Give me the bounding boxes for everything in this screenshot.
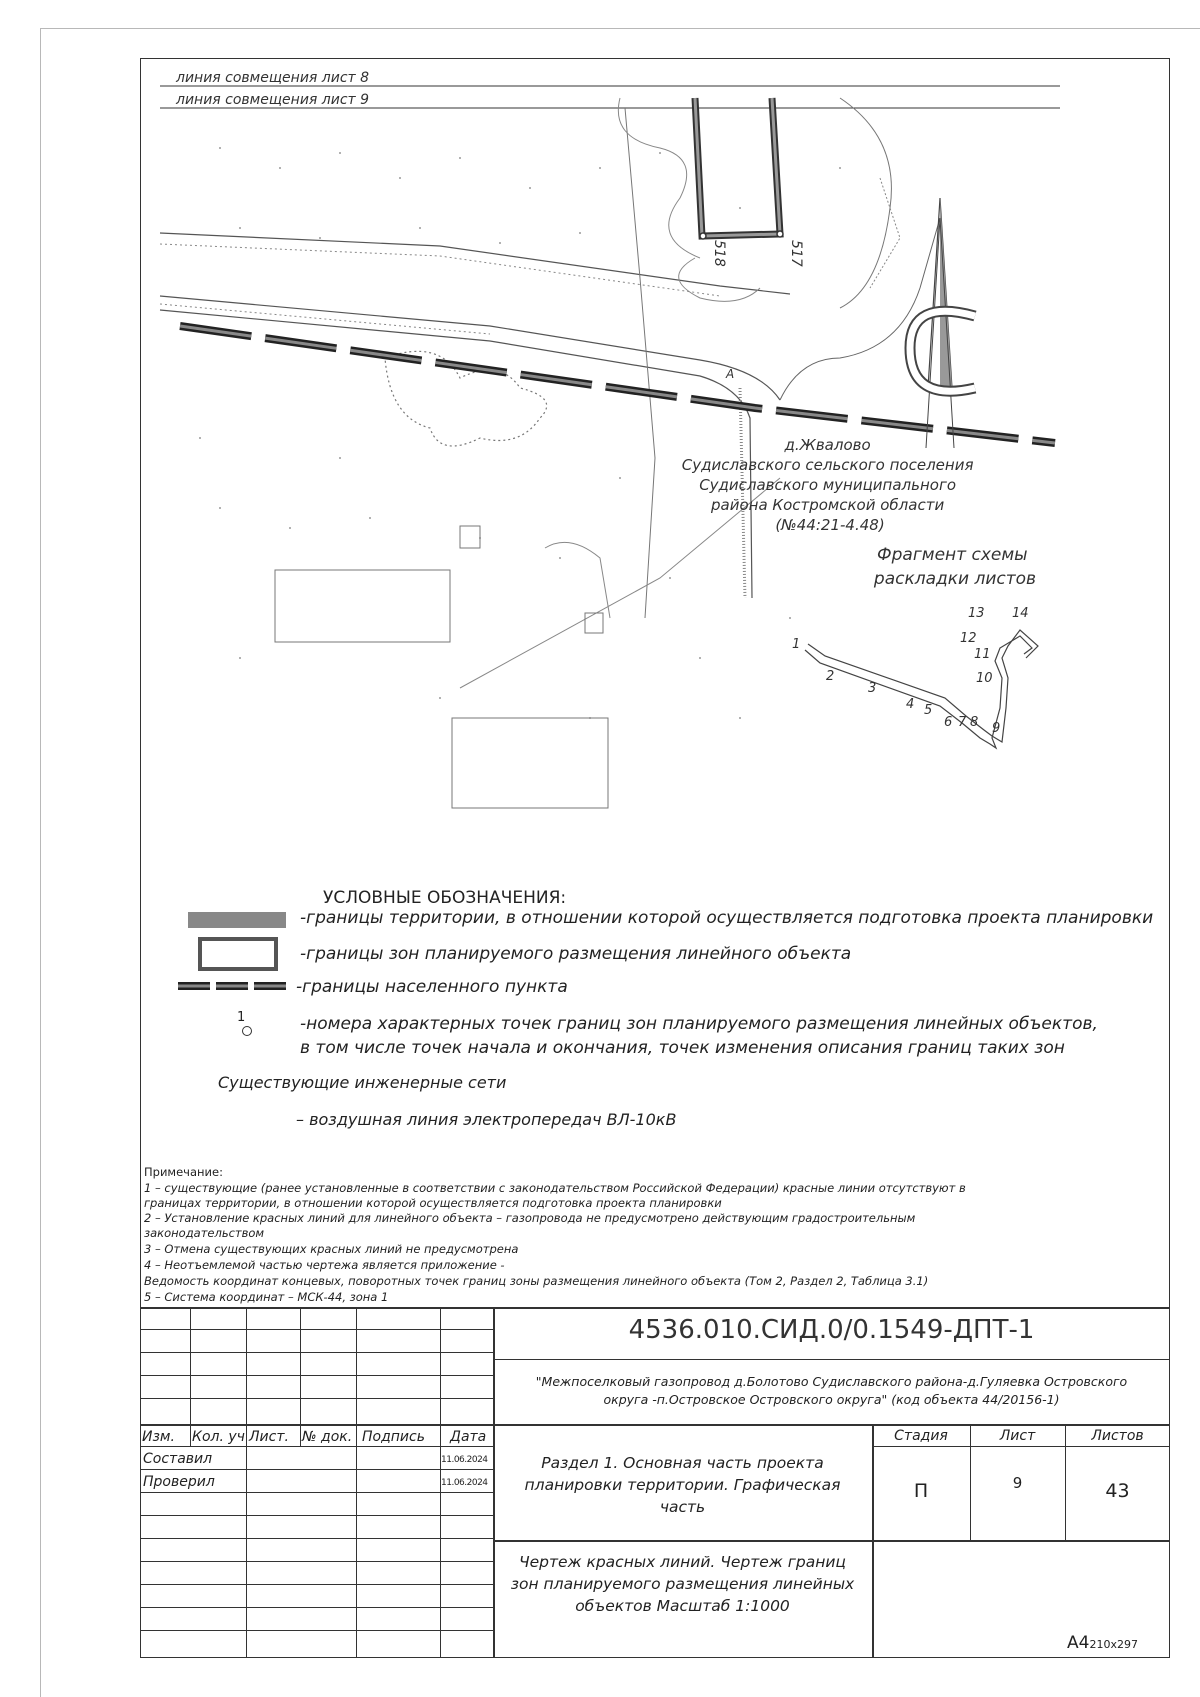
format-label bbox=[1067, 1633, 1138, 1653]
legend-item-points-2: в том числе точек начала и окончания, точек изменения описания границ таких зон bbox=[300, 1038, 1065, 1058]
stage-header: Стадия bbox=[894, 1428, 948, 1444]
note-line-4: законодательством bbox=[144, 1226, 265, 1240]
point-517 bbox=[777, 231, 783, 237]
tb-header-list: Лист. bbox=[249, 1429, 289, 1445]
format-size: 210x297 bbox=[1089, 1638, 1138, 1651]
building-small-2 bbox=[585, 613, 603, 633]
scheme-num-5: 5 bbox=[924, 703, 933, 718]
tb-grid-v2 bbox=[246, 1307, 247, 1658]
legend-swatch-settlement bbox=[176, 978, 294, 994]
object-name-line-2: округа -п.Островское Островского округа" (код объекта 44/20156-1) bbox=[603, 1392, 1060, 1407]
note-line-1: 1 – существующие (ранее установленные в соответствии с законодательством Российской Федерации) красные линии отсутствуют в bbox=[144, 1181, 966, 1195]
scheme-num-2: 2 bbox=[826, 669, 835, 684]
linear-object-zone-inner bbox=[695, 98, 780, 236]
notes-title: Примечание: bbox=[144, 1165, 223, 1179]
sheet-layout-scheme bbox=[805, 630, 1038, 748]
legend-item-power-line: – воздушная линия электропередач ВЛ-10кВ bbox=[296, 1110, 677, 1129]
note-line-2: границах территории, в отношении которой осуществляется подготовка проекта планировки bbox=[144, 1196, 722, 1210]
sheet-header: Лист bbox=[999, 1428, 1036, 1444]
legend-item-territory: -границы территории, в отношении которой осуществляется подготовка проекта планировки bbox=[300, 908, 1154, 928]
note-line-3: 2 – Установление красных линий для линейного объекта – газопровода не предусмотрено действующим градостроительным bbox=[144, 1211, 916, 1225]
tb-header-kol-uch: Кол. уч bbox=[192, 1429, 245, 1445]
legend-item-zone: -границы зон планируемого размещения линейного объекта bbox=[300, 944, 852, 964]
settlement-label-line-5: (№44:21-4.48) bbox=[775, 516, 885, 534]
map-drawing bbox=[140, 58, 1170, 908]
role-compiled: Составил bbox=[143, 1451, 213, 1467]
terrain-contour-north bbox=[840, 98, 891, 308]
settlement-label bbox=[682, 436, 979, 534]
tb-right-h2 bbox=[493, 1540, 1170, 1542]
scheme-num-1: 1 bbox=[792, 637, 801, 652]
letter-a: А bbox=[726, 367, 735, 381]
linear-object-zone-outer bbox=[695, 98, 780, 236]
legend-point-circle-icon bbox=[242, 1026, 252, 1036]
object-name-line-1: "Межпоселковый газопровод д.Болотово Судиславского района-д.Гуляевка Островского bbox=[535, 1374, 1128, 1389]
scheme-num-12: 12 bbox=[960, 631, 977, 646]
legend-title: УСЛОВНЫЕ ОБОЗНАЧЕНИЯ: bbox=[323, 888, 567, 908]
drawing-line-1: Чертеж красных линий. Чертеж границ bbox=[519, 1553, 846, 1571]
section-line-1: Раздел 1. Основная часть проекта bbox=[541, 1454, 824, 1472]
settlement-label-line-3: Судиславского муниципального bbox=[699, 476, 957, 494]
tb-header-date: Дата bbox=[450, 1429, 487, 1445]
scheme-title-line-2: раскладки листов bbox=[873, 569, 1037, 589]
road-main-edge-bottom bbox=[160, 310, 752, 598]
settlement-label-line-4: района Костромской области bbox=[711, 496, 945, 514]
settlement-label-line-2: Судиславского сельского поселения bbox=[681, 456, 974, 474]
tb-header-signature: Подпись bbox=[362, 1429, 425, 1445]
tb-right-h3 bbox=[872, 1446, 1170, 1447]
scan-edge-left bbox=[40, 28, 41, 1697]
road-upper-edge bbox=[160, 233, 790, 294]
legend-swatch-territory bbox=[188, 912, 286, 928]
tb-header-doc: № док. bbox=[302, 1429, 353, 1445]
scheme-num-8: 8 bbox=[970, 715, 979, 730]
drawing-line-2: зон планируемого размещения линейных bbox=[510, 1575, 855, 1593]
date-checked: 11.06.2024 bbox=[441, 1478, 488, 1488]
north-arrow-icon bbox=[910, 198, 975, 448]
point-518 bbox=[700, 233, 706, 239]
path-diagonal bbox=[625, 108, 655, 618]
note-line-6: 4 – Неотъемлемой частью чертежа является приложение - bbox=[144, 1258, 505, 1272]
section-line-3: часть bbox=[659, 1498, 706, 1516]
legend-item-settlement: -границы населенного пункта bbox=[296, 977, 568, 997]
tb-header-izm: Изм. bbox=[142, 1429, 175, 1445]
fence-line bbox=[545, 542, 610, 618]
legend-item-points-1: -номера характерных точек границ зон планируемого размещения линейных объектов, bbox=[300, 1014, 1098, 1034]
legend-swatch-zone bbox=[198, 937, 278, 971]
drawing-line-3: объектов Масштаб 1:1000 bbox=[575, 1597, 790, 1615]
road-upper-hatch bbox=[160, 244, 720, 296]
date-compiled: 11.06.2024 bbox=[441, 1455, 488, 1465]
point-517-label: 517 bbox=[788, 240, 804, 267]
tb-right-v1 bbox=[872, 1424, 874, 1658]
note-line-7: Ведомость координат концевых, поворотных точек границ зоны размещения линейного объекта (Том 2, Раздел 2, Таблица 3.1) bbox=[144, 1274, 929, 1288]
scan-edge-top bbox=[40, 28, 1200, 29]
role-checked: Проверил bbox=[143, 1474, 215, 1490]
scheme-title-line-1: Фрагмент схемы bbox=[877, 545, 1028, 565]
road-main-edge-top bbox=[160, 296, 780, 400]
scheme-numbers bbox=[792, 606, 1029, 736]
tb-grid-v4 bbox=[356, 1307, 357, 1658]
tb-grid-h5 bbox=[140, 1424, 1170, 1426]
scheme-num-3: 3 bbox=[868, 681, 877, 696]
scheme-num-6: 6 bbox=[944, 715, 953, 730]
sheets-header: Листов bbox=[1091, 1428, 1144, 1444]
section-line-2: планировки территории. Графическая bbox=[524, 1476, 841, 1494]
scheme-num-7: 7 bbox=[958, 715, 967, 730]
point-518-label: 518 bbox=[711, 240, 727, 267]
settlement-label-line-1: д.Жвалово bbox=[784, 436, 871, 454]
scheme-title bbox=[873, 545, 1036, 589]
stage-value: П bbox=[913, 1480, 929, 1502]
embankment-hatch-right bbox=[870, 178, 900, 288]
combine-line-8-label: линия совмещения лист 8 bbox=[176, 70, 370, 86]
scheme-num-11: 11 bbox=[974, 647, 991, 662]
format-name: А4 bbox=[1067, 1633, 1090, 1653]
sheets-value: 43 bbox=[1105, 1480, 1130, 1502]
building-rect-2 bbox=[452, 718, 608, 808]
scheme-num-13: 13 bbox=[968, 606, 985, 621]
networks-title: Существующие инженерные сети bbox=[218, 1073, 507, 1092]
tb-grid-v1 bbox=[190, 1307, 191, 1447]
scheme-num-10: 10 bbox=[976, 671, 993, 686]
building-small-1 bbox=[460, 526, 480, 548]
scheme-num-9: 9 bbox=[992, 721, 1001, 736]
building-rect-1 bbox=[275, 570, 450, 642]
note-line-5: 3 – Отмена существующих красных линий не предусмотрена bbox=[144, 1242, 519, 1256]
scheme-num-14: 14 bbox=[1012, 606, 1029, 621]
terrain-contour-top bbox=[618, 98, 700, 258]
tb-right-h1 bbox=[493, 1359, 1170, 1360]
note-line-8: 5 – Система координат – МСК-44, зона 1 bbox=[144, 1290, 389, 1304]
tb-grid-v3 bbox=[300, 1307, 301, 1447]
document-code: 4536.010.СИД.0/0.1549-ДПТ-1 bbox=[628, 1315, 1035, 1345]
sheet-value: 9 bbox=[1012, 1474, 1023, 1492]
tb-line-top bbox=[140, 1307, 1170, 1309]
legend-point-number: 1 bbox=[237, 1010, 246, 1025]
combine-line-9-label: линия совмещения лист 9 bbox=[176, 92, 370, 108]
scheme-num-4: 4 bbox=[906, 697, 915, 712]
